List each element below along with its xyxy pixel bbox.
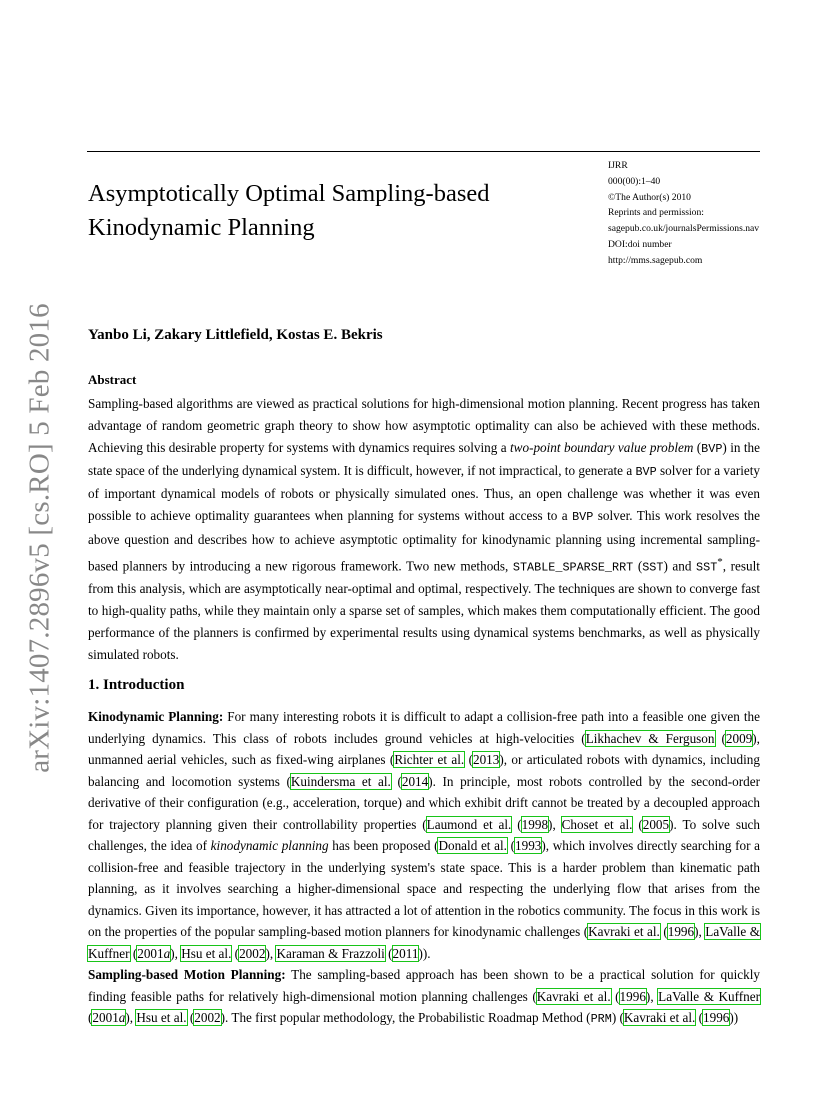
arxiv-stamp: arXiv:1407.2896v5 [cs.RO] 5 Feb 2016 xyxy=(23,303,56,773)
abstract-heading: Abstract xyxy=(88,372,137,387)
journal-name: IJRR xyxy=(608,160,628,171)
abstract-text: Sampling-based algorithms are viewed as practical solutions for high-dimensional motion planning. Recent progress has taken advantage of random geometric graph theory to show how asymptotic optimality can also be achieved with these methods. Achieving this desirable property for systems with dynamics requires solving a two-point boundary value problem (BVP) in the state space of the underlying dynamical system. It is difficult, however, if not impractical, to generate a BVP solver for a variety of important dynamical models of robots or physically simulated ones. Thus, an open challenge was whether it was even possible to achieve optimality guarantees when planning for systems without access to a BVP solver. This work resolves the above question and describes how to achieve asymptotic optimality for kinodynamic planning using incremental sampling-based planners by introducing a new rigorous framework. Two new methods, STABLE_SPARSE_RRT (SST) and SST*, result from this analysis, which are asymptotically near-optimal and optimal, respectively. The techniques are shown to converge fast to high-quality paths, while they maintain only a sparse set of samples, which makes them computationally efficient. The good performance of the planners is confirmed by experimental results using dynamical systems benchmarks, as well as physically simulated robots. xyxy=(88,396,760,663)
citation-year-link[interactable]: 2014 xyxy=(401,773,429,789)
journal-info xyxy=(608,158,759,269)
kinodynamic-planning-term: kinodynamic planning xyxy=(210,838,329,853)
section-heading-introduction: 1. Introduction xyxy=(88,677,185,693)
citation-link[interactable]: Donald et al. xyxy=(438,838,507,853)
citation-link[interactable]: LaValle & Kuffner xyxy=(658,988,760,1004)
header-rule xyxy=(87,151,760,152)
journal-volume: 000(00):1–40 xyxy=(608,175,661,187)
sst-star-code: SST xyxy=(696,560,718,575)
journal-url[interactable]: http://mms.sagepub.com xyxy=(608,254,703,266)
citation-link[interactable]: Hsu et al. xyxy=(181,945,232,961)
introduction-body xyxy=(88,706,760,1031)
prm-code: PRM xyxy=(590,1012,612,1026)
citation-year-link[interactable]: 2001a xyxy=(137,945,171,961)
citation-year-link[interactable]: 1993 xyxy=(515,838,542,853)
citation-year-link[interactable]: 2002 xyxy=(239,945,266,961)
paragraph-kinodynamic-planning: Kinodynamic Planning: For many interesting robots it is difficult to adapt a collision-free path into a feasible one given the underlying dynamics. This class of robots includes ground vehicles at high-velocities (Likhachev & Ferguson (2009), unmanned aerial vehicles, such as fixed-wing airplanes (Richter et al. (2013), or articulated robots with dynamics, including balancing and locomotion systems (Kuindersma et al. (2014). In principle, most robots controlled by the second-order derivative of their configuration (e.g., acceleration, torque) and which exhibit drift cannot be treated by a decoupled approach for trajectory planning given their controllability properties (Laumond et al. (1998), Choset et al. (2005). To solve such challenges, the idea of kinodynamic planning has been proposed (Donald et al. (1993), which involves directly searching for a collision-free and feasible trajectory in the underlying system's state space. This is a harder problem than kinematic path planning, as it involves searching a higher-dimensional space and respecting the underlying flow that arises from the dynamics. Given its importance, however, it has attracted a lot of attention in the robotics community. The focus in this work is on the properties of the popular sampling-based motion planners for kinodynamic challenges (Kavraki et al. (1996), LaValle & Kuffner (2001a), Hsu et al. (2002), Karaman & Frazzoli (2011)). xyxy=(88,709,760,961)
citation-year-link[interactable]: 1998 xyxy=(521,816,549,832)
citation-year-link[interactable]: 1996 xyxy=(619,988,646,1004)
citation-year-link[interactable]: 1996 xyxy=(703,1010,730,1025)
bvp-code: BVP xyxy=(635,465,657,480)
journal-reprints-url[interactable]: sagepub.co.uk/journalsPermissions.nav xyxy=(608,223,760,235)
citation-link[interactable]: Richter et al. xyxy=(394,752,465,767)
bvp-code: BVP xyxy=(701,442,723,457)
citation-link[interactable]: Karaman & Frazzoli xyxy=(276,945,385,961)
citation-year-link[interactable]: 1996 xyxy=(667,924,695,939)
bvp-term: two-point boundary value problem xyxy=(510,440,694,456)
citation-link[interactable]: Kavraki et al. xyxy=(623,1010,696,1025)
citation-year-link[interactable]: 2009 xyxy=(725,730,753,746)
bvp-code: BVP xyxy=(572,510,594,525)
journal-copyright: ©The Author(s) 2010 xyxy=(608,191,691,203)
citation-year-link[interactable]: 2001a xyxy=(92,1010,126,1025)
authors: Yanbo Li, Zakary Littlefield, Kostas E. Bekris xyxy=(88,327,383,343)
citation-link[interactable]: Likhachev & Ferguson xyxy=(585,730,715,746)
citation-link[interactable]: Kavraki et al. xyxy=(588,924,660,939)
sst-code: SST xyxy=(642,560,664,575)
citation-link[interactable]: Hsu et al. xyxy=(136,1010,187,1025)
citation-year-link[interactable]: 2005 xyxy=(642,816,670,832)
citation-link[interactable]: Kavraki et al. xyxy=(536,988,611,1004)
paragraph-sampling-based-planning: Sampling-based Motion Planning: The sampling-based approach has been shown to be a practical solution for quickly finding feasible paths for relatively high-dimensional motion planning challenges (Kavraki et al. (1996), LaValle & Kuffner (2001a), Hsu et al. (2002). The first popular methodology, the Probabilistic Roadmap Method (PRM) (Kavraki et al. (1996)) xyxy=(88,967,760,1026)
citation-year-link[interactable]: 2002 xyxy=(194,1010,221,1025)
citation-link[interactable]: LaValle & Kuffner xyxy=(88,924,760,961)
citation-year-link[interactable]: 2011 xyxy=(392,945,419,961)
citation-link[interactable]: Choset et al. xyxy=(561,816,633,832)
citation-link[interactable]: Kuindersma et al. xyxy=(290,773,391,789)
citation-link[interactable]: Laumond et al. xyxy=(426,816,512,832)
citation-year-link[interactable]: 2013 xyxy=(472,752,500,767)
journal-reprints: Reprints and permission: xyxy=(608,207,704,219)
stable-sparse-rrt-code: STABLE_SPARSE_RRT xyxy=(512,560,634,575)
paper-title: Asymptotically Optimal Sampling-based Kinodynamic Planning xyxy=(88,180,490,241)
journal-doi: DOI:doi number xyxy=(608,238,672,250)
